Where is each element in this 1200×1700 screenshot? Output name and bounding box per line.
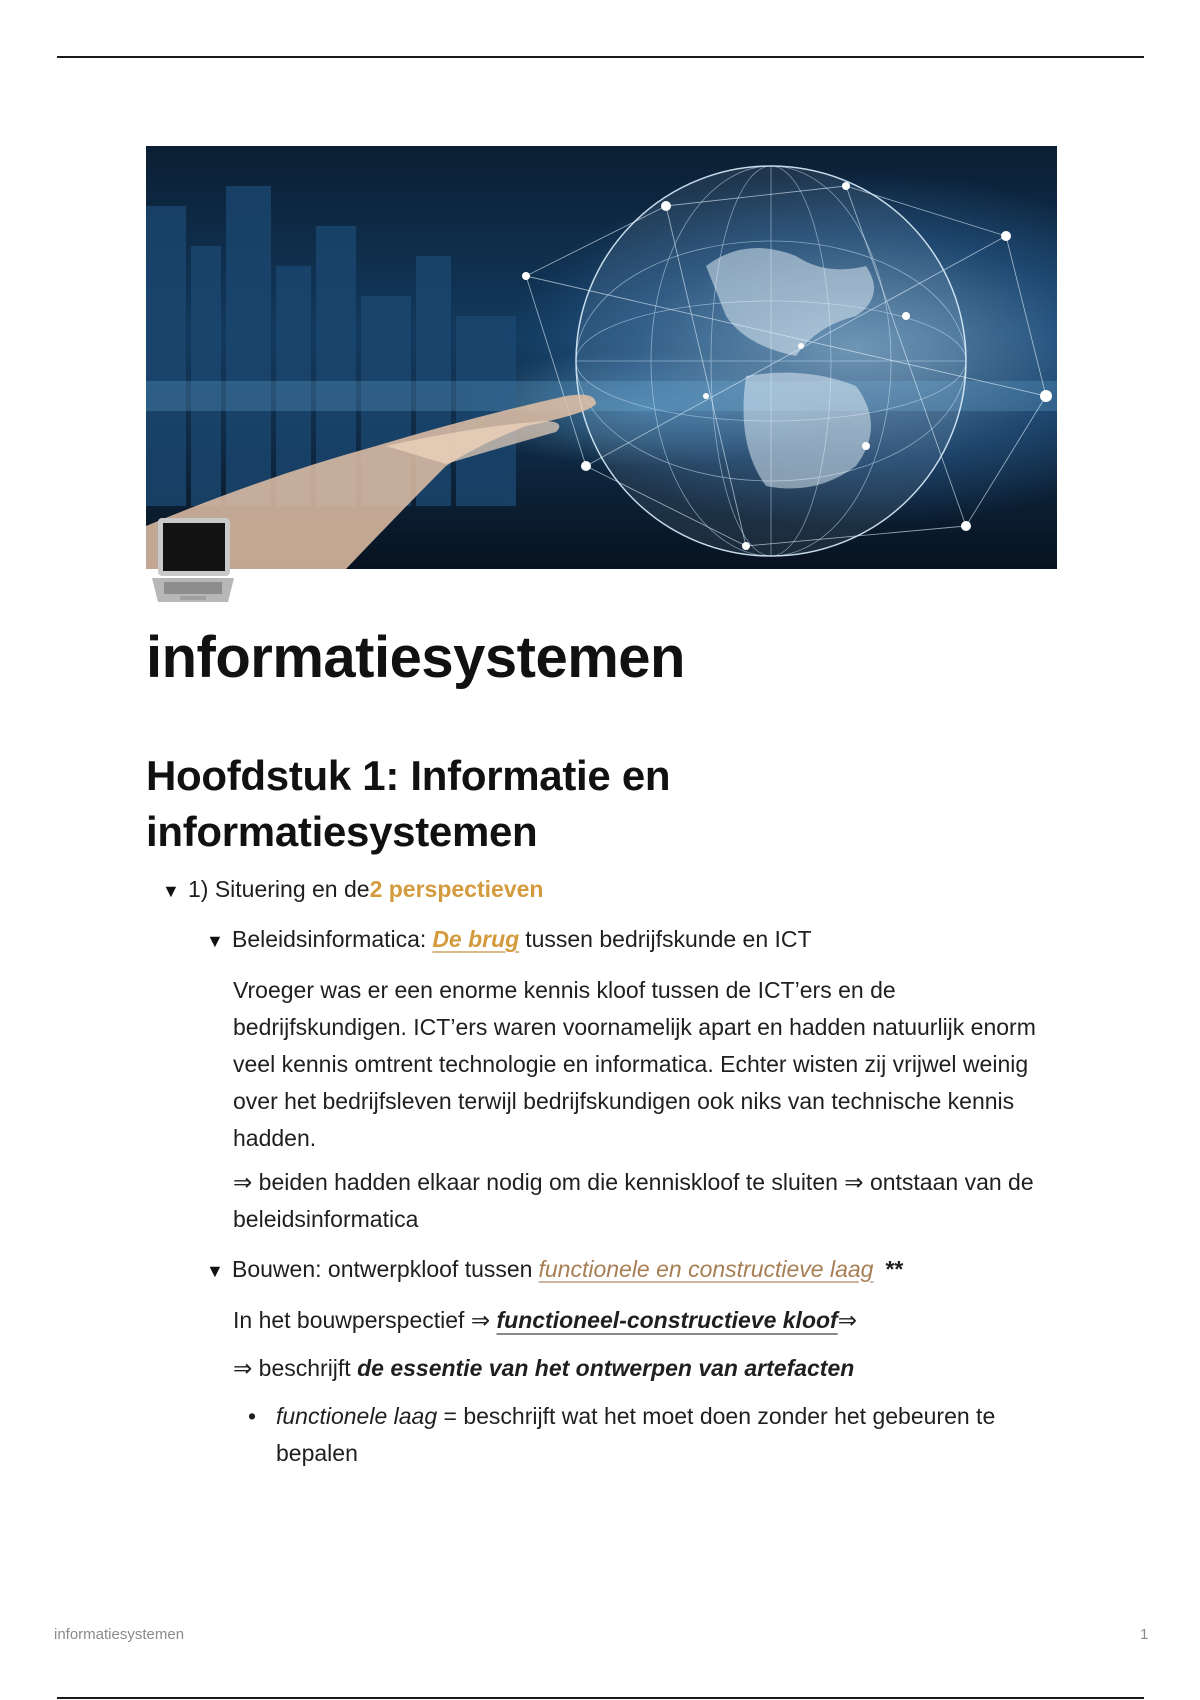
page-title: informatiesystemen [146, 625, 685, 690]
toggle-suffix: tussen bedrijfskunde en ICT [525, 926, 812, 952]
toggle-triangle-icon[interactable]: ▼ [206, 931, 224, 951]
toggle-situering[interactable] [162, 876, 543, 903]
cover-image [146, 146, 1057, 569]
list-item-functionele-laag [248, 1398, 1028, 1472]
toggle-label: 1) Situering en de [188, 876, 370, 902]
toggle-triangle-icon[interactable]: ▼ [206, 1261, 224, 1281]
page-number: 1 [1140, 1626, 1149, 1643]
term-functionele-laag: functionele laag [276, 1403, 438, 1429]
paragraph-bouwperspectief [233, 1302, 1063, 1339]
paragraph-conclusie: ⇒ beiden hadden elkaar nodig om die kenniskloof te sluiten ⇒ ontstaan van de beleidsinformatica [233, 1169, 1034, 1232]
footer-label: informatiesystemen [54, 1626, 185, 1643]
text-prefix: In het bouwperspectief ⇒ [233, 1307, 497, 1333]
paragraph-kenniskloof: Vroeger was er een enorme kennis kloof tussen de ICT’ers en de bedrijfskundigen. ICT’ers waren voornamelijk apart en hadden natuurlijk enorm veel kennis omtrent technologie en informatica. Echter wisten zij vrijwel weinig over het bedrijfsleven terwijl bedrijfskundigen ook niks van technische kennis hadden. [233, 977, 1036, 1151]
bottom-rule [57, 1697, 1144, 1699]
term-definition: = beschrijft wat het moet doen zonder het gebeuren te bepalen [276, 1403, 996, 1466]
bullet-icon: • [248, 1403, 257, 1429]
stars-marker: ** [885, 1256, 904, 1282]
toggle-beleidsinformatica[interactable] [206, 926, 812, 953]
toggle-label: Beleidsinformatica: [232, 926, 427, 952]
top-rule [57, 56, 1144, 58]
chapter-heading: Hoofdstuk 1: Informatie en informatiesystemen [146, 752, 671, 855]
laptop-icon [150, 516, 236, 604]
text-prefix: ⇒ beschrijft [233, 1355, 358, 1381]
emphasis-essentie: de essentie van het ontwerpen van artefacten [357, 1355, 855, 1381]
emphasis-kloof: functioneel-constructieve kloof [496, 1307, 838, 1333]
paragraph-essentie [233, 1350, 1063, 1387]
link-functionele-constructieve-laag[interactable]: functionele en constructieve laag [538, 1256, 874, 1282]
network-globe-illustration [146, 146, 1057, 569]
text-suffix: ⇒ [837, 1307, 857, 1333]
toggle-bouwen[interactable] [206, 1256, 903, 1283]
link-de-brug[interactable]: De brug [432, 926, 520, 952]
toggle-triangle-icon[interactable]: ▼ [162, 881, 180, 901]
toggle-label: Bouwen: ontwerpkloof tussen [232, 1256, 533, 1282]
toggle-accent: 2 perspectieven [369, 876, 544, 902]
